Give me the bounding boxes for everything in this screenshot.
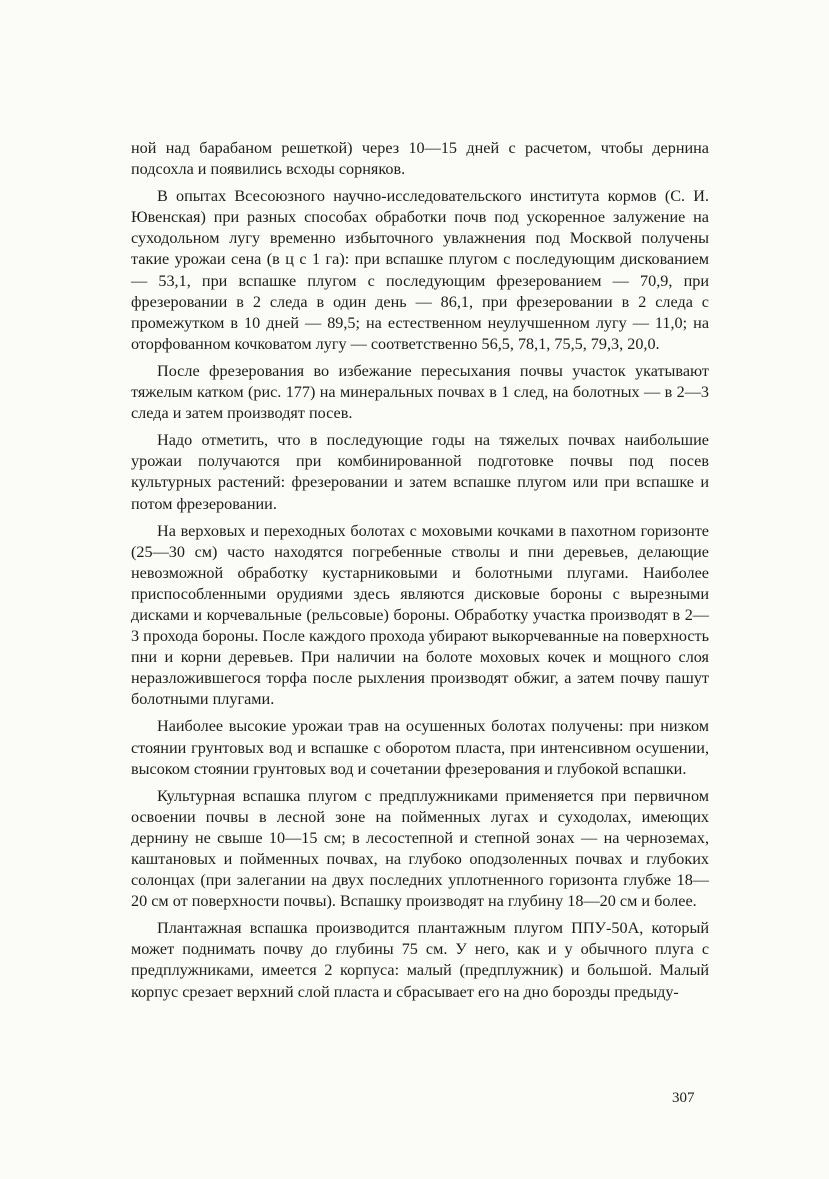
paragraph-plantage-plowing: Плантажная вспашка производится плантажным плугом ППУ-50А, который может поднимать почву до глубины 75 см. У него, как и у обычного плуга с предплужниками, имеется 2 корпуса: малый (предплужник) и большой. Малый корпус срезает верхний слой пласта и сбрасывает его на дно борозды предыду- [131,919,709,1001]
paragraph-drained-bogs: Наиболее высокие урожаи трав на осушенных болотах получены: при низком стоянии грунтовых вод и вспашке с оборотом пласта, при интенсивном осушении, высоком стоянии грунтовых вод и сочетании фрезерования и глубокой вспашки. [131,717,709,778]
paragraph-cultural-plowing: Культурная вспашка плугом с предплужниками применяется при первичном освоении почвы в лесной зоне на пойменных лугах и суходолах, имеющих дернину не свыше 10—15 см; в лесостепной и степной зонах — на черноземах, каштановых и пойменных почвах, на глубоко оподзоленных почвах и глубоких солонцах (при залегании на двух последних уплотненного горизонта глубже 18—20 см от поверхности почвы). Вспашку производят на глубину 18—20 см и более. [131,786,709,911]
body-text [131,138,709,1009]
paragraph-heavy-soils: Надо отметить, что в последующие годы на тяжелых почвах наибольшие урожаи получаются при комбинированной подготовке почвы под посев культурных растений: фрезеровании и затем вспашке плугом или при вспашке и потом фрезеровании. [131,431,709,513]
page-number: 307 [672,1090,695,1106]
paragraph-continuation: ной над барабаном решеткой) через 10—15 дней с расчетом, чтобы дернина подсохла и появились всходы сорняков. [131,139,709,179]
paragraph-rolling: После фрезерования во избежание пересыхания почвы участок укатывают тяжелым катком (рис. 177) на минеральных почвах в 1 след, на болотных — в 2—3 следа и затем производят посев. [131,361,709,423]
paragraph-bogs: На верховых и переходных болотах с моховыми кочками в пахотном горизонте (25—30 см) часто находятся погребенные стволы и пни деревьев, делающие невозможной обработку кустарниковыми и болотными плугами. Наиболее приспособленными орудиями здесь являются дисковые бороны с вырезными дисками и корчевальные (рельсовые) бороны. Обработку участка производят в 2—3 прохода бороны. После каждого прохода убирают выкорчеванные на поверхность пни и корни деревьев. При наличии на болоте моховых кочек и мощного слоя неразложившегося торфа после рыхления производят обжиг, а затем почву пашут болотными плугами. [131,521,709,709]
paragraph-experiments: В опытах Всесоюзного научно-исследовательского института кормов (С. И. Ювенская) при разных способах обработки почв под ускоренное залужение на суходольном лугу временно избыточного увлажнения под Москвой получены такие урожаи сена (в ц с 1 га): при вспашке плугом с последующим дискованием — 53,1, при вспашке плугом с последующим фрезерованием — 70,9, при фрезеровании в 2 следа в один день — 86,1, при фрезеровании в 2 следа с промежутком в 10 дней — 89,5; на естественном неулучшенном лугу — 11,0; на оторфованном кочковатом лугу — соответственно 56,5, 78,1, 75,5, 79,3, 20,0. [131,187,709,353]
